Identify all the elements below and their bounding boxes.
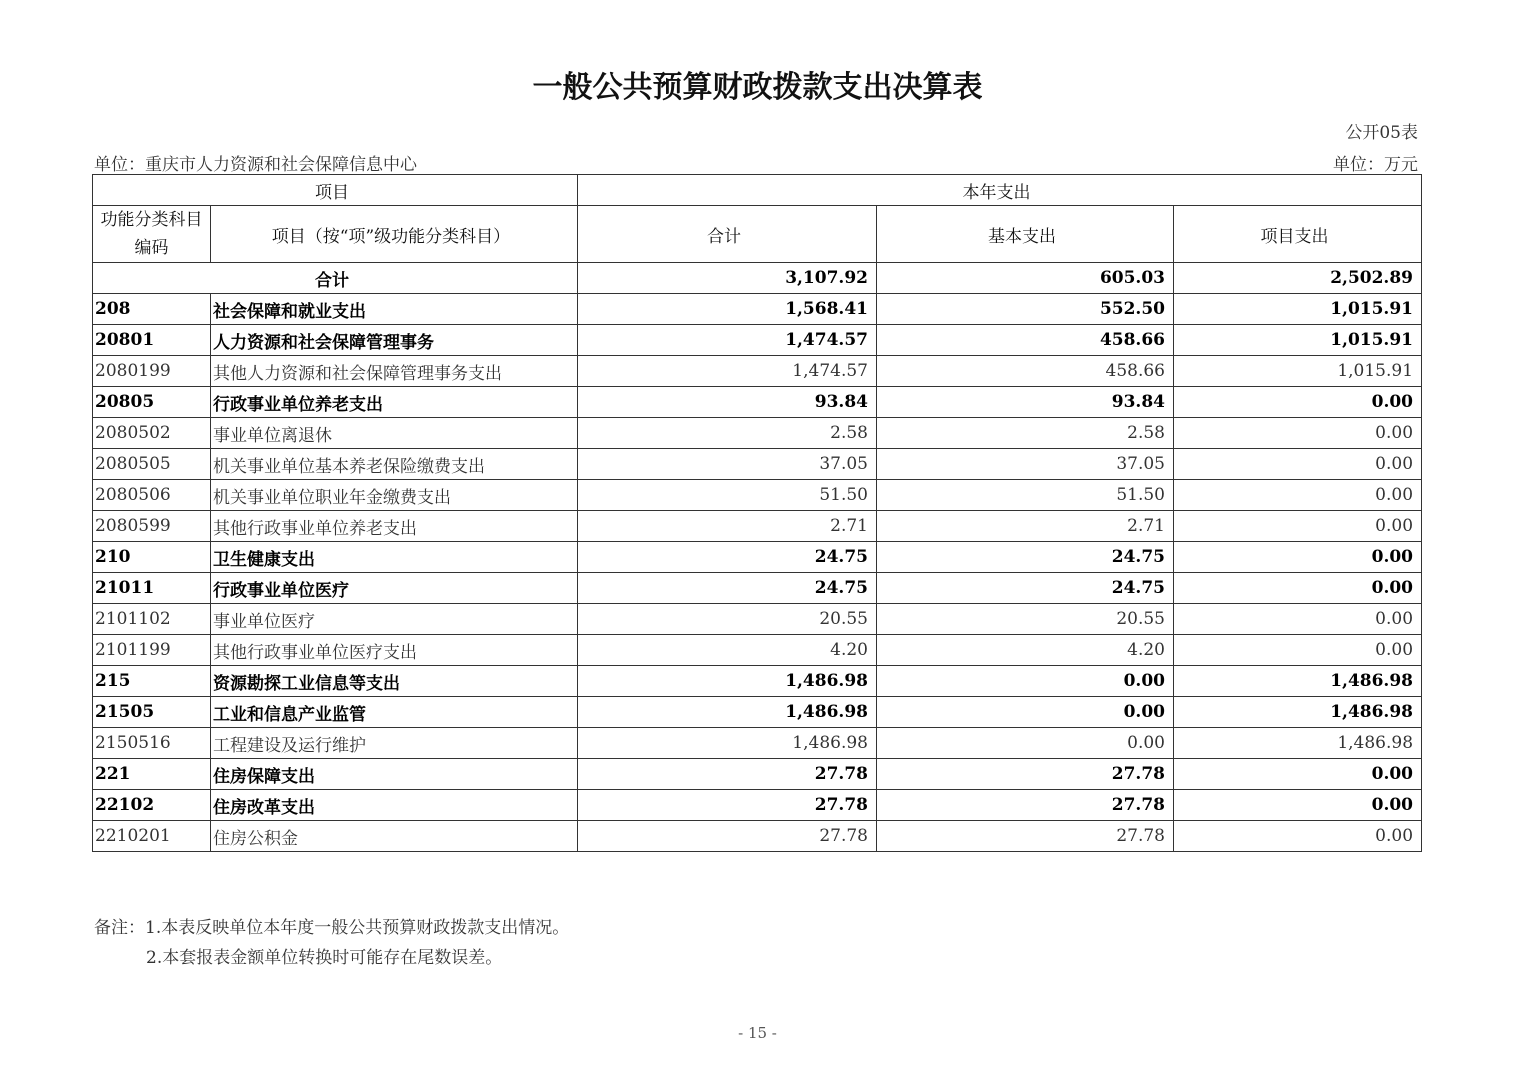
row-name: 人力资源和社会保障管理事务 bbox=[211, 325, 578, 356]
row-project: 1,486.98 bbox=[1174, 728, 1422, 759]
row-total: 1,486.98 bbox=[578, 666, 877, 697]
row-basic: 37.05 bbox=[877, 449, 1174, 480]
table-row bbox=[93, 666, 1422, 697]
row-project: 1,015.91 bbox=[1174, 294, 1422, 325]
total-label: 合计 bbox=[93, 263, 578, 294]
note-1: 备注：1.本表反映单位本年度一般公共预算财政拨款支出情况。 bbox=[94, 918, 570, 938]
row-code: 221 bbox=[93, 759, 211, 790]
row-total: 27.78 bbox=[578, 790, 877, 821]
table-row bbox=[93, 728, 1422, 759]
reporting-unit: 单位：重庆市人力资源和社会保障信息中心 bbox=[94, 155, 417, 175]
row-project: 0.00 bbox=[1174, 511, 1422, 542]
table-row bbox=[93, 511, 1422, 542]
total-row bbox=[93, 263, 1422, 294]
table-row bbox=[93, 821, 1422, 852]
row-name: 工程建设及运行维护 bbox=[211, 728, 578, 759]
row-project: 1,015.91 bbox=[1174, 325, 1422, 356]
table-row bbox=[93, 356, 1422, 387]
header-total: 合计 bbox=[578, 206, 877, 263]
table-row bbox=[93, 294, 1422, 325]
total-project: 2,502.89 bbox=[1174, 263, 1422, 294]
row-project: 0.00 bbox=[1174, 418, 1422, 449]
row-total: 27.78 bbox=[578, 821, 877, 852]
row-project: 0.00 bbox=[1174, 480, 1422, 511]
row-basic: 0.00 bbox=[877, 666, 1174, 697]
row-basic: 0.00 bbox=[877, 728, 1174, 759]
row-project: 0.00 bbox=[1174, 542, 1422, 573]
expenditure-table bbox=[92, 174, 1422, 852]
table-row bbox=[93, 418, 1422, 449]
row-basic: 27.78 bbox=[877, 759, 1174, 790]
row-basic: 458.66 bbox=[877, 325, 1174, 356]
row-name: 行政事业单位医疗 bbox=[211, 573, 578, 604]
row-total: 1,568.41 bbox=[578, 294, 877, 325]
row-total: 1,486.98 bbox=[578, 697, 877, 728]
row-code: 2080599 bbox=[93, 511, 211, 542]
row-basic: 552.50 bbox=[877, 294, 1174, 325]
row-total: 1,486.98 bbox=[578, 728, 877, 759]
row-project: 0.00 bbox=[1174, 387, 1422, 418]
row-total: 4.20 bbox=[578, 635, 877, 666]
table-row bbox=[93, 790, 1422, 821]
table-row bbox=[93, 604, 1422, 635]
row-basic: 93.84 bbox=[877, 387, 1174, 418]
row-total: 27.78 bbox=[578, 759, 877, 790]
row-name: 机关事业单位职业年金缴费支出 bbox=[211, 480, 578, 511]
row-name: 其他人力资源和社会保障管理事务支出 bbox=[211, 356, 578, 387]
row-project: 1,486.98 bbox=[1174, 666, 1422, 697]
row-code: 22102 bbox=[93, 790, 211, 821]
table-row bbox=[93, 697, 1422, 728]
table-row bbox=[93, 480, 1422, 511]
row-total: 51.50 bbox=[578, 480, 877, 511]
note-2: 2.本套报表金额单位转换时可能存在尾数误差。 bbox=[146, 948, 503, 968]
row-name: 其他行政事业单位医疗支出 bbox=[211, 635, 578, 666]
header-current-year-expense: 本年支出 bbox=[578, 175, 1422, 206]
row-project: 0.00 bbox=[1174, 573, 1422, 604]
row-name: 事业单位离退休 bbox=[211, 418, 578, 449]
row-name: 机关事业单位基本养老保险缴费支出 bbox=[211, 449, 578, 480]
row-name: 社会保障和就业支出 bbox=[211, 294, 578, 325]
row-total: 24.75 bbox=[578, 573, 877, 604]
row-code: 215 bbox=[93, 666, 211, 697]
row-name: 卫生健康支出 bbox=[211, 542, 578, 573]
row-name: 住房公积金 bbox=[211, 821, 578, 852]
header-item: 项目（按“项”级功能分类科目） bbox=[211, 206, 578, 263]
row-name: 资源勘探工业信息等支出 bbox=[211, 666, 578, 697]
row-total: 93.84 bbox=[578, 387, 877, 418]
table-row bbox=[93, 325, 1422, 356]
form-number: 公开05表 bbox=[1345, 123, 1418, 143]
header-basic-expense: 基本支出 bbox=[877, 206, 1174, 263]
row-basic: 458.66 bbox=[877, 356, 1174, 387]
row-code: 208 bbox=[93, 294, 211, 325]
notes bbox=[94, 913, 569, 973]
row-total: 2.71 bbox=[578, 511, 877, 542]
row-code: 210 bbox=[93, 542, 211, 573]
row-code: 2101102 bbox=[93, 604, 211, 635]
row-basic: 0.00 bbox=[877, 697, 1174, 728]
row-total: 37.05 bbox=[578, 449, 877, 480]
row-project: 0.00 bbox=[1174, 759, 1422, 790]
row-project: 1,015.91 bbox=[1174, 356, 1422, 387]
row-total: 2.58 bbox=[578, 418, 877, 449]
table-row bbox=[93, 635, 1422, 666]
row-code: 2080199 bbox=[93, 356, 211, 387]
row-code: 2210201 bbox=[93, 821, 211, 852]
row-project: 0.00 bbox=[1174, 604, 1422, 635]
row-project: 0.00 bbox=[1174, 449, 1422, 480]
table-row bbox=[93, 449, 1422, 480]
row-name: 事业单位医疗 bbox=[211, 604, 578, 635]
row-code: 2080506 bbox=[93, 480, 211, 511]
row-basic: 2.58 bbox=[877, 418, 1174, 449]
total-basic: 605.03 bbox=[877, 263, 1174, 294]
row-basic: 2.71 bbox=[877, 511, 1174, 542]
header-project: 项目 bbox=[93, 175, 578, 206]
table-row bbox=[93, 759, 1422, 790]
page-number: - 15 - bbox=[738, 1024, 777, 1042]
row-name: 工业和信息产业监管 bbox=[211, 697, 578, 728]
row-project: 0.00 bbox=[1174, 635, 1422, 666]
table-row bbox=[93, 387, 1422, 418]
table-row bbox=[93, 573, 1422, 604]
row-code: 2080505 bbox=[93, 449, 211, 480]
header-code: 功能分类科目编码 bbox=[93, 206, 211, 263]
row-name: 住房保障支出 bbox=[211, 759, 578, 790]
row-code: 2101199 bbox=[93, 635, 211, 666]
report-title: 一般公共预算财政拨款支出决算表 bbox=[532, 70, 983, 105]
row-code: 2080502 bbox=[93, 418, 211, 449]
row-code: 21505 bbox=[93, 697, 211, 728]
total-sum: 3,107.92 bbox=[578, 263, 877, 294]
row-total: 1,474.57 bbox=[578, 325, 877, 356]
currency-unit: 单位：万元 bbox=[1333, 155, 1418, 175]
row-basic: 20.55 bbox=[877, 604, 1174, 635]
row-basic: 27.78 bbox=[877, 821, 1174, 852]
row-basic: 24.75 bbox=[877, 542, 1174, 573]
row-code: 21011 bbox=[93, 573, 211, 604]
row-project: 0.00 bbox=[1174, 790, 1422, 821]
row-total: 1,474.57 bbox=[578, 356, 877, 387]
row-project: 0.00 bbox=[1174, 821, 1422, 852]
row-code: 20801 bbox=[93, 325, 211, 356]
row-project: 1,486.98 bbox=[1174, 697, 1422, 728]
row-basic: 24.75 bbox=[877, 573, 1174, 604]
row-basic: 27.78 bbox=[877, 790, 1174, 821]
table-row bbox=[93, 542, 1422, 573]
row-total: 24.75 bbox=[578, 542, 877, 573]
row-name: 其他行政事业单位养老支出 bbox=[211, 511, 578, 542]
row-code: 2150516 bbox=[93, 728, 211, 759]
header-project-expense: 项目支出 bbox=[1174, 206, 1422, 263]
row-basic: 51.50 bbox=[877, 480, 1174, 511]
row-name: 行政事业单位养老支出 bbox=[211, 387, 578, 418]
row-total: 20.55 bbox=[578, 604, 877, 635]
row-name: 住房改革支出 bbox=[211, 790, 578, 821]
row-code: 20805 bbox=[93, 387, 211, 418]
row-basic: 4.20 bbox=[877, 635, 1174, 666]
